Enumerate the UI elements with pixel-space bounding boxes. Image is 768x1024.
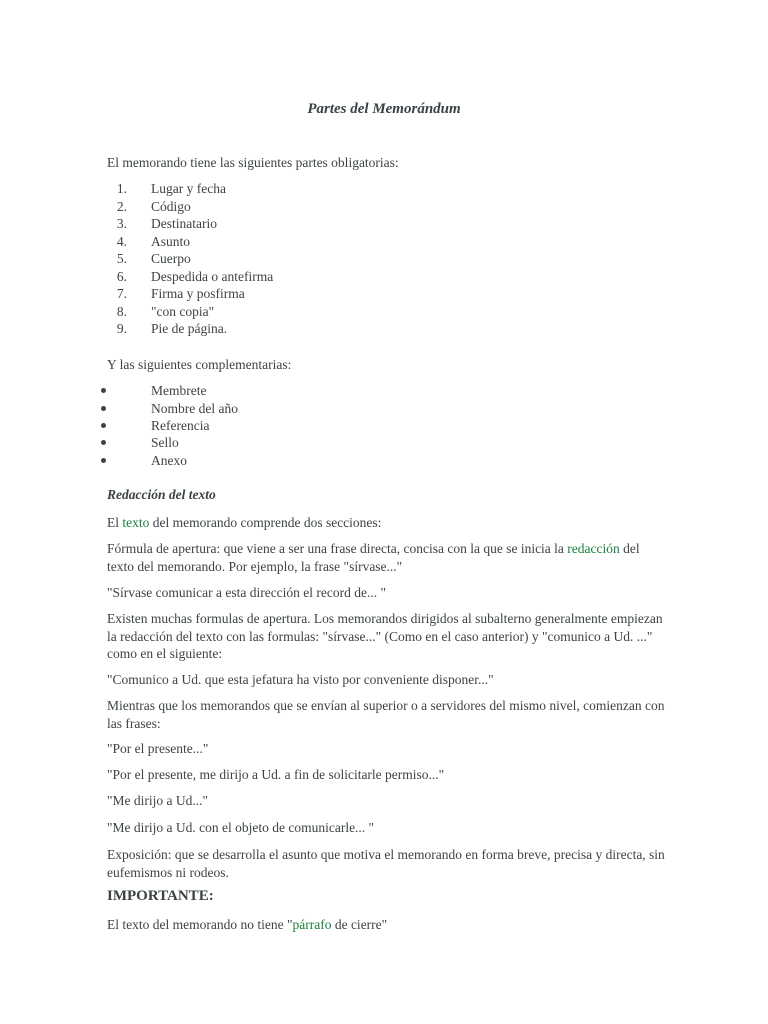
- paragraph: "Por el presente...": [107, 741, 209, 756]
- bullet-icon: [101, 423, 106, 428]
- paragraph: "Comunico a Ud. que esta jefatura ha visto por conveniente disponer...": [107, 672, 494, 687]
- important-label: IMPORTANTE:: [107, 888, 214, 904]
- paragraph: Fórmula de apertura: que viene a ser una frase directa, concisa con la que se inicia la redacción del texto del memorando. Por ejemplo, la frase "sírvase...": [107, 541, 640, 574]
- bullet-icon: [101, 440, 106, 445]
- paragraph: Mientras que los memorandos que se envían al superior o a servidores del mismo nivel, comienzan con las frases:: [107, 698, 665, 731]
- paragraph: "Me dirijo a Ud...": [107, 793, 209, 808]
- document-title: Partes del Memorándum: [307, 101, 461, 117]
- document-page: Partes del Memorándum El memorando tiene las siguientes partes obligatorias: 1. Lugar y fecha 2. Código 3. Destinatario 4. Asunto 5. Cuerpo 6. Despedida o antefirma 7. Firma y posfirma 8. "con copia" 9. Pie de página. Y las siguientes complementarias: Membrete Nombre del año Referencia Sello Anexo Redacción del texto El texto del memorando comprende dos secciones: Fórmula de apertura: que viene a ser una frase directa, concisa con la que se inicia la redacción del texto del memorando. Por ejemplo, la frase "sírvase..." "Sírvase comunicar a esta dirección el record de... " Existen muchas formulas de apertura. Los memorandos dirigidos al subalterno generalmente empiezan la redacción del texto con las formulas: "sírvase..." (Como en el caso anterior) y "comunico a Ud. ..." como en el siguiente: "Comunico a Ud. que esta jefatura ha visto por conveniente disponer..." Mientras que los memorandos que se envían al superior o a servidores del mismo nivel, comienzan con las frases: "Por el presente..." "Por el presente, me dirijo a Ud. a fin de solicitarle permiso..." "Me dirijo a Ud..." "Me dirijo a Ud. con el objeto de comunicarle... " Exposición: que se desarrolla el asunto que motiva el memorando en forma breve, precisa y directa, sin eufemismos ni rodeos. IMPORTANTE: El texto del memorando no tiene "párrafo de cierre": [0, 0, 768, 1024]
- redaccion-link[interactable]: redacción: [567, 541, 620, 556]
- parrafo-link[interactable]: párrafo: [292, 917, 332, 932]
- paragraph: Existen muchas formulas de apertura. Los memorandos dirigidos al subalterno generalmente empiezan la redacción del texto con las formulas: "sírvase..." (Como en el caso anterior) y "comunico a Ud. ..." como en el siguiente:: [107, 611, 663, 661]
- paragraph: "Por el presente, me dirijo a Ud. a fin de solicitarle permiso...": [107, 767, 445, 782]
- paragraph: Exposición: que se desarrolla el asunto que motiva el memorando en forma breve, precisa y directa, sin eufemismos ni rodeos.: [107, 847, 665, 880]
- paragraph: "Me dirijo a Ud. con el objeto de comunicarle... ": [107, 820, 375, 835]
- paragraph: El texto del memorando no tiene "párrafo de cierre": [107, 917, 388, 932]
- intro-paragraph: El memorando tiene las siguientes partes obligatorias:: [107, 155, 399, 170]
- paragraph: "Sírvase comunicar a esta dirección el record de... ": [107, 585, 387, 600]
- bullet-icon: [101, 458, 106, 463]
- texto-link[interactable]: texto: [122, 515, 150, 530]
- paragraph: El texto del memorando comprende dos secciones:: [107, 515, 382, 530]
- bullet-icon: [101, 388, 106, 393]
- section-heading: Redacción del texto: [107, 487, 216, 502]
- complementary-intro: Y las siguientes complementarias:: [107, 357, 292, 372]
- bullet-icon: [101, 406, 106, 411]
